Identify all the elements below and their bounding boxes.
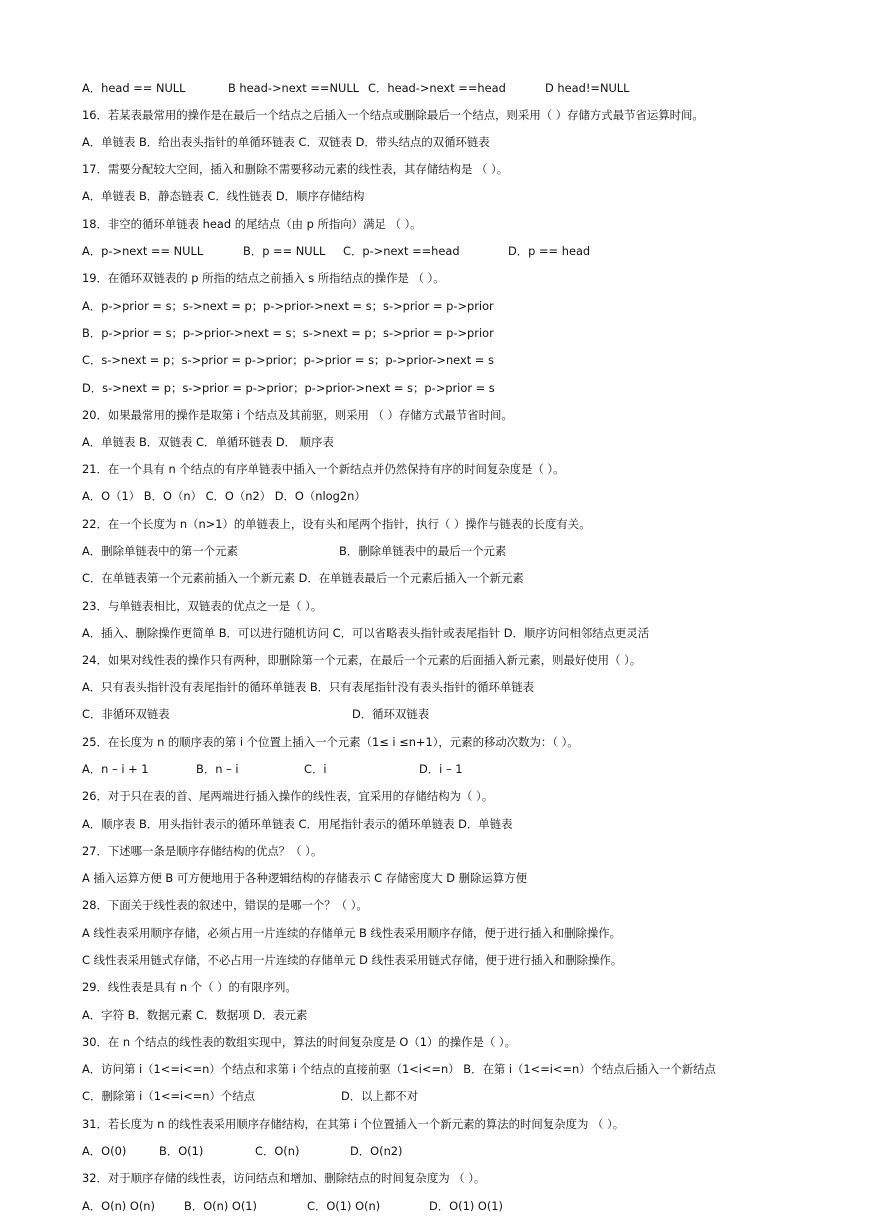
option-d: D．p == head (508, 244, 591, 258)
question-29: 29．线性表是具有 n 个（ ）的有限序列。 (82, 980, 297, 994)
question-26: 26．对于只在表的首、尾两端进行插入操作的线性表，宜采用的存储结构为（ ）。 (82, 789, 494, 803)
options-line (82, 1198, 849, 1214)
option-d: D head!=NULL (545, 81, 630, 95)
options-line: A 线性表采用顺序存储，必须占用一片连续的存储单元 B 线性表采用顺序存储，便于进行插入和删除操作。 (82, 926, 622, 940)
question-23: 23．与单链表相比，双链表的优点之一是（ ）。 (82, 599, 323, 613)
option-b: B．p == NULL (243, 244, 326, 258)
question-21: 21．在一个具有 n 个结点的有序单链表中插入一个新结点并仍然保持有序的时间复杂度是（ ）。 (82, 462, 565, 476)
option-c: C．O(n) (255, 1144, 300, 1158)
option-b: B．n – i (196, 762, 239, 776)
question-22: 22．在一个长度为 n（n>1）的单链表上，设有头和尾两个指针，执行（ ）操作与链表的长度有关。 (82, 517, 591, 531)
question-28: 28．下面关于线性表的叙述中，错误的是哪一个？（ ）。 (82, 898, 368, 912)
option-a: A．n – i + 1 (82, 762, 149, 776)
option-b: B．O(n) O(1) (184, 1199, 257, 1213)
option-a: A．O(n) O(n) (82, 1199, 155, 1213)
option-d: D．以上都不对 (341, 1089, 419, 1103)
option-d: D．s->next = p；s->prior = p->prior；p->prior->next = s；p->prior = s (82, 381, 495, 395)
options-line (82, 243, 849, 259)
options-line: A．插入、删除操作更简单 B．可以进行随机访问 C．可以省略表头指针或表尾指针 D．顺序访问相邻结点更灵活 (82, 626, 650, 640)
options-line (82, 706, 849, 722)
option-b: B．删除单链表中的最后一个元素 (339, 544, 507, 558)
option-c: C．非循环双链表 (82, 707, 170, 721)
question-18: 18．非空的循环单链表 head 的尾结点（由 p 所指向）满足 （ ）。 (82, 217, 422, 231)
options-line: C．在单链表第一个元素前插入一个新元素 D．在单链表最后一个元素后插入一个新元素 (82, 571, 524, 585)
option-c: C．删除第 i（1<=i<=n）个结点 (82, 1089, 256, 1103)
question-19: 19．在循环双链表的 p 所指的结点之前插入 s 所指结点的操作是 （ ）。 (82, 271, 445, 285)
question-25: 25．在长度为 n 的顺序表的第 i 个位置上插入一个元素（1≤ i ≤n+1），元素的移动次数为：（ ）。 (82, 735, 579, 749)
option-c: C．O(1) O(n) (307, 1199, 381, 1213)
question-30: 30．在 n 个结点的线性表的数组实现中，算法的时间复杂度是 O（1）的操作是（ ）。 (82, 1035, 516, 1049)
options-line: A．只有表头指针没有表尾指针的循环单链表 B．只有表尾指针没有表头指针的循环单链表 (82, 680, 535, 694)
question-24: 24．如果对线性表的操作只有两种，即删除第一个元素，在最后一个元素的后面插入新元素，则最好使用（ ）。 (82, 653, 642, 667)
options-line (82, 1143, 849, 1159)
option-d: D．O(1) O(1) (429, 1199, 503, 1213)
option-b: B．p->prior = s；p->prior->next = s；s->next = p；s->prior = p->prior (82, 326, 494, 340)
option-b: B head->next ==NULL (228, 81, 360, 95)
option-c: C．i (304, 762, 327, 776)
options-line: A．字符 B．数据元素 C．数据项 D．表元素 (82, 1008, 308, 1022)
question-17: 17．需要分配较大空间，插入和删除不需要移动元素的线性表，其存储结构是 （ ）。 (82, 162, 509, 176)
option-d: D．循环双链表 (352, 707, 430, 721)
options-line: A．单链表 B．静态链表 C．线性链表 D．顺序存储结构 (82, 189, 365, 203)
option-c: C．s->next = p；s->prior = p->prior；p->prior = s；p->prior->next = s (82, 353, 494, 367)
options-line (82, 80, 849, 96)
options-line: A．单链表 B．给出表头指针的单循环链表 C．双链表 D．带头结点的双循环链表 (82, 135, 490, 149)
options-line: A．单链表 B．双链表 C．单循环链表 D． 顺序表 (82, 435, 334, 449)
option-a: A．删除单链表中的第一个元素 (82, 544, 238, 558)
question-16: 16．若某表最常用的操作是在最后一个结点之后插入一个结点或删除最后一个结点，则采用（ ）存储方式最节省运算时间。 (82, 108, 704, 122)
options-line: A．O（1） B．O（n） C．O（n2） D．O（nlog2n） (82, 489, 366, 503)
option-d: D．i – 1 (419, 762, 463, 776)
options-line: A．顺序表 B．用头指针表示的循环单链表 C．用尾指针表示的循环单链表 D．单链表 (82, 817, 513, 831)
question-32: 32．对于顺序存储的线性表，访问结点和增加、删除结点的时间复杂度为 （ ）。 (82, 1171, 486, 1185)
options-line (82, 761, 849, 777)
options-line: A．访问第 i（1<=i<=n）个结点和求第 i 个结点的直接前驱（1<i<=n） B．在第 i（1<=i<=n）个结点后插入一个新结点 (82, 1062, 716, 1076)
options-line: C 线性表采用链式存储，不必占用一片连续的存储单元 D 线性表采用链式存储，便于进行插入和删除操作。 (82, 953, 623, 967)
question-20: 20．如果最常用的操作是取第 i 个结点及其前驱，则采用 （ ）存储方式最节省时间。 (82, 408, 513, 422)
question-27: 27．下述哪一条是顺序存储结构的优点？（ ）。 (82, 844, 323, 858)
options-line (82, 1088, 849, 1104)
question-31: 31．若长度为 n 的线性表采用顺序存储结构，在其第 i 个位置插入一个新元素的算法的时间复杂度为 （ ）。 (82, 1117, 625, 1131)
option-c: C．head->next ==head (368, 81, 506, 95)
options-line (82, 543, 849, 559)
option-d: D．O(n2) (350, 1144, 403, 1158)
option-a: A．O(0) (82, 1144, 127, 1158)
option-a: A．head == NULL (82, 81, 186, 95)
option-b: B．O(1) (159, 1144, 204, 1158)
option-c: C．p->next ==head (343, 244, 460, 258)
option-a: A．p->prior = s；s->next = p；p->prior->next = s；s->prior = p->prior (82, 299, 494, 313)
option-a: A．p->next == NULL (82, 244, 204, 258)
options-line: A 插入运算方便 B 可方便地用于各种逻辑结构的存储表示 C 存储密度大 D 删除运算方便 (82, 871, 527, 885)
